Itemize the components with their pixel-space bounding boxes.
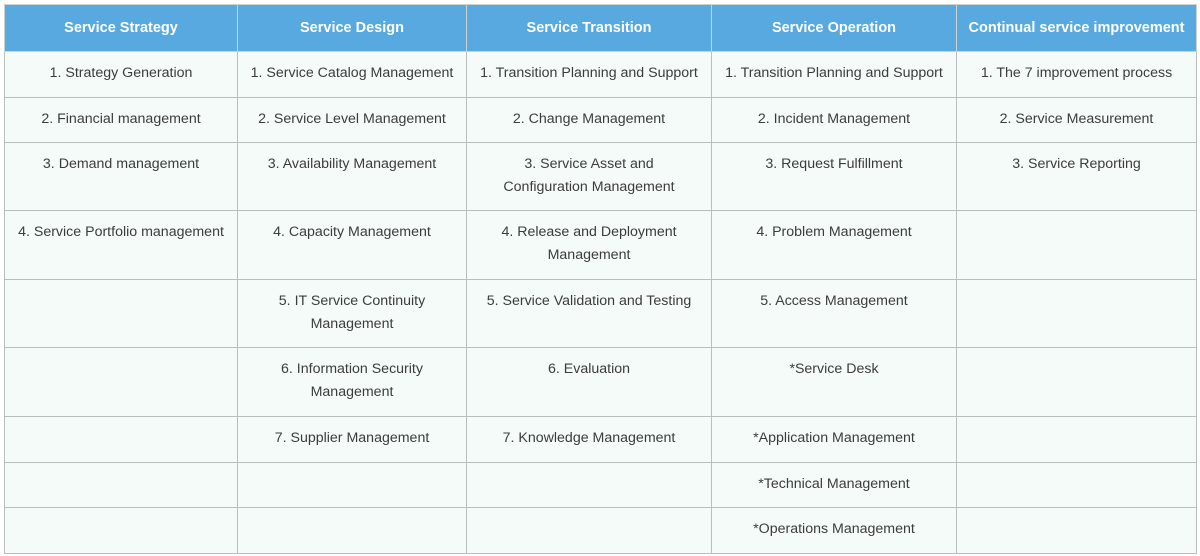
- table-cell: [5, 508, 238, 554]
- table-cell: [957, 417, 1197, 463]
- table-cell: [238, 463, 467, 508]
- table-cell: 3. Service Asset and Configuration Management: [467, 143, 712, 211]
- header-row: [5, 5, 1197, 52]
- table-row: [5, 98, 1197, 143]
- table-cell: 4. Problem Management: [712, 211, 957, 280]
- table-cell: [5, 463, 238, 508]
- table-row: [5, 348, 1197, 417]
- table-cell: *Service Desk: [712, 348, 957, 417]
- table-cell: 4. Release and Deployment Management: [467, 211, 712, 280]
- table-cell: 4. Capacity Management: [238, 211, 467, 280]
- table-cell: 2. Incident Management: [712, 98, 957, 143]
- table-cell: [957, 280, 1197, 348]
- table-cell: 1. Service Catalog Management: [238, 52, 467, 98]
- table-cell: 7. Supplier Management: [238, 417, 467, 463]
- table-cell: *Technical Management: [712, 463, 957, 508]
- table-row: [5, 143, 1197, 211]
- table-cell: 3. Request Fulfillment: [712, 143, 957, 211]
- table-cell: [957, 348, 1197, 417]
- table-cell: 3. Availability Management: [238, 143, 467, 211]
- header-service-design: Service Design: [238, 5, 467, 52]
- header-service-transition: Service Transition: [467, 5, 712, 52]
- header-continual-service-improvement: Continual service improvement: [957, 5, 1197, 52]
- table-cell: [467, 463, 712, 508]
- header-service-operation: Service Operation: [712, 5, 957, 52]
- table-cell: 7. Knowledge Management: [467, 417, 712, 463]
- table-cell: [5, 348, 238, 417]
- table-cell: 6. Evaluation: [467, 348, 712, 417]
- table-cell: 2. Service Measurement: [957, 98, 1197, 143]
- table-cell: 5. Service Validation and Testing: [467, 280, 712, 348]
- table-cell: 6. Information Security Management: [238, 348, 467, 417]
- table-cell: 3. Service Reporting: [957, 143, 1197, 211]
- table-cell: 1. The 7 improvement process: [957, 52, 1197, 98]
- table-row: [5, 417, 1197, 463]
- table-cell: *Application Management: [712, 417, 957, 463]
- table-cell: 1. Strategy Generation: [5, 52, 238, 98]
- table-cell: 5. Access Management: [712, 280, 957, 348]
- table-row: [5, 508, 1197, 554]
- itil-processes-table: [4, 4, 1197, 554]
- table-cell: [238, 508, 467, 554]
- table-row: [5, 211, 1197, 280]
- table-cell: 2. Change Management: [467, 98, 712, 143]
- table-cell: [957, 211, 1197, 280]
- table-row: [5, 463, 1197, 508]
- table-cell: *Operations Management: [712, 508, 957, 554]
- table-cell: [957, 463, 1197, 508]
- table-cell: [5, 280, 238, 348]
- table-cell: 2. Service Level Management: [238, 98, 467, 143]
- table-cell: 1. Transition Planning and Support: [712, 52, 957, 98]
- table-cell: [957, 508, 1197, 554]
- table-cell: 4. Service Portfolio management: [5, 211, 238, 280]
- table-row: [5, 280, 1197, 348]
- header-service-strategy: Service Strategy: [5, 5, 238, 52]
- table-cell: 3. Demand management: [5, 143, 238, 211]
- table-cell: 1. Transition Planning and Support: [467, 52, 712, 98]
- table-cell: [467, 508, 712, 554]
- table-cell: [5, 417, 238, 463]
- table-row: [5, 52, 1197, 98]
- table-cell: 2. Financial management: [5, 98, 238, 143]
- table-cell: 5. IT Service Continuity Management: [238, 280, 467, 348]
